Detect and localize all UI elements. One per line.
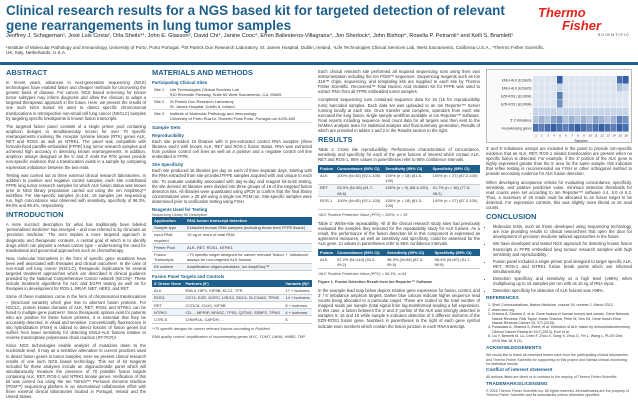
list-item: • Molecular tests, such as those developed using sequencing technology, are now providing results to clinical researchers that open the door for development of precision medicine tailored approaches in the future. — [493, 224, 632, 239]
heatmap-cell — [587, 92, 593, 100]
heatmap-cell — [611, 100, 617, 108]
heatmap-cell — [563, 92, 569, 100]
heatmap-cell — [539, 84, 545, 92]
discussion-p1: Each clinical research site performed all required sequencing runs using their own instrumentation including the Ion PGM™ sequencer. Sequencing reagents such as Ion 318™ chips, sequencing, and templating kits are supplied to each site by Thermo Fisher Scientific. Recovered™ Total Nucleic Acid Isolation Kit for FFPE was used to extract RNA from all FFPE embedded tumor samples. — [318, 69, 480, 95]
heatmap-cell — [575, 124, 581, 132]
results-p2: Table 2: Within-site repeatability: All of the clinical research study sites had previously evaluated the samples they selected for the repeatability study for ALK fusions. As a result, the performance of the fusion detection kit in this component is expressed as agreement measures, as well as sensitivity and specificity, could be assessed for the ALK gene. CI values in parentheses refer to 95% confidence intervals. — [318, 220, 480, 247]
heatmap-cell — [593, 100, 599, 108]
list-item: 4. Fukasawa A, Sharma S, Ebert, et al. Detection of ALK fusion by immunohistochemistry, Clinical Cancer Research 16:3 (2013), Ecel et al. — [492, 325, 632, 334]
heatmap-cell — [599, 100, 605, 108]
heatmap-cell — [611, 76, 617, 84]
table-cell: ROS-1 — [318, 197, 335, 209]
table-cell: ALK — [152, 287, 183, 294]
heatmap-cell — [611, 108, 617, 116]
fusion-targets-table — [152, 280, 312, 324]
table-row — [152, 86, 312, 98]
table-cell: 17 + isoforms — [283, 287, 312, 294]
heatmap-cell — [611, 124, 617, 132]
heatmap-cell — [533, 108, 539, 116]
references-heading: REFERENCES — [486, 296, 519, 302]
heatmap-cell — [617, 100, 623, 108]
heatmap-row-label: EML4-ALK (E13A20) — [501, 78, 532, 83]
table-row — [318, 197, 480, 209]
heatmap-cell — [575, 84, 581, 92]
table-cell: 97.2% (N=144) (93.0-99.2) — [335, 256, 385, 268]
heatmap-cell — [557, 124, 563, 132]
heatmap-cell — [587, 100, 593, 108]
figure1-caption: Figure 1. Fusion Detection Result from Ion Reporter™ Software — [318, 279, 433, 284]
heatmap-cell — [623, 76, 629, 84]
table-cell: RET — [152, 301, 183, 308]
heatmap-cell — [623, 84, 629, 92]
logo-line-3: SCIENTIFIC — [597, 32, 630, 37]
reproducibility-table — [318, 165, 480, 209]
heatmap-cell — [533, 124, 539, 132]
column-header: Sensitivity (95% CI) — [383, 165, 430, 172]
heatmap-cell — [545, 108, 551, 116]
table-row — [152, 251, 312, 263]
heatmap-row-label: ... — [528, 110, 532, 115]
table-cell: Extracted human RNA samples (including those from FFPE tissue) — [185, 225, 312, 232]
column-header: Partners (5') — [183, 280, 283, 287]
list-item: 5. Liu Y, Bennett M, Lu, Chen F, Zhou X, Song X, Zhou G, Fei L, Wang L, PLOS One, 2015 Mar 18; 5 (3). — [492, 334, 632, 343]
table-row — [318, 173, 480, 185]
heatmap-cell — [605, 108, 611, 116]
heatmap-cell — [557, 92, 563, 100]
table-cell: Amplification oligonucleotides, Ion AmpliSeq™ — [185, 263, 312, 270]
heatmap-cell — [617, 84, 623, 92]
heatmap-cell — [539, 76, 545, 84]
list-item: • Detection specificity and sensitivity at a high level (≥95%) when multiplexing up to 16 samples per run with as 10 ng of RNA input. — [493, 276, 632, 286]
heatmap-cell — [605, 124, 611, 132]
heatmap-col-label: 13 — [606, 133, 610, 138]
heatmap-svg — [487, 70, 633, 144]
heatmap-col-label: 3 — [547, 133, 549, 138]
list-item: • Detection specificity for detection of ALK fusions was >98%. — [493, 288, 632, 293]
abstract-heading: ABSTRACT — [6, 68, 48, 77]
list-item: • We have developed and tested NGS approach for detecting known fusion transcripts in FFPE embedded lung tumour research samples with high sensitivity and reproducibility. — [493, 241, 632, 256]
heatmap-cell — [593, 84, 599, 92]
list-item: 1. Shell Communications, Nature Medicine, volume 16, number 2, March 2013. — [492, 303, 632, 307]
table-cell: ALK — [318, 173, 335, 185]
heatmap-row-label: EML4-ALK (E20A20) — [501, 86, 532, 91]
heatmap-cell — [575, 108, 581, 116]
results-heading: RESULTS — [318, 135, 353, 145]
coi-heading: Conflict of interest statement — [486, 368, 553, 374]
table-cell: NTRK1 — [152, 309, 183, 316]
thermo-fisher-logo — [538, 5, 630, 37]
column-header: Fusion — [320, 166, 334, 172]
table-cell: 4 + isoforms — [283, 309, 312, 316]
site-number: Site 3 — [152, 110, 168, 122]
fusion-note-2: RNA quality control: amplification of housekeeping genes MYC, TOMT, LMNA, HMBS, TBP — [152, 334, 306, 339]
results-p3: In the example lead map below depicts relative gene expression for fusion, control, and 3' / 5' imbalance amplicon targets. Darker blue colours indicate higher sequence read counts being allocated to a particular target. These are scaled to the total number of mapped reads per sample (total signal from log-transformed reading a full expression. In this case, a fusion between the 3' and 3' portion of the ALK was strongly detected in samples 5, 15 and 16 while sample 5 indicates detection of 2 different isoforms of the EZR-ROS1 fusion gene. Numbers in parentheses to the right of each gene symbol indicate exon numbers which contain the fusion junction in each RNA transcript. — [318, 287, 480, 329]
heatmap-cell — [581, 116, 587, 124]
intro-p3: Some of these mutations come in the form of chromosomal translocations – (structural variants) which give rise to aberrant fusion proteins. For NSCLC, protein kinase domains of ALK, RET, ROS1 and NTRK1 can be fused to multiple gene partners³. Since therapeutic options exist for patients who are positive for these fusion proteins, it is essential that they be accurately detected, in visual and sensitive. Conventionally fluorescence in situ hybridization (FISH) is utilized to detect fusions of fusion genes but suffers from lower sensitivity for detecting EML4-ALK fusions relative to reverse transcriptase polymerase chain reaction (RT-PCR)⁴. — [6, 294, 146, 341]
heatmap-cell — [533, 76, 539, 84]
heatmap-cell — [581, 124, 587, 132]
affiliations: ¹Institute of Molecular Pathology and Immunology, University of Porto, Porto Portugal, ²³St Patrick Dun Research Laboratory, St. James Hospital, Dublin, Ireland, ⁴Life Technologies Clinical Services Lab, West Sacramento, California U.S.A., ¹Thermo Fisher Scientific, UK, Italy, Netherlands, U.S.A. — [6, 45, 545, 56]
heatmap-cell — [551, 108, 557, 116]
site-name: Institute of Molecular Pathology and Immunology — [169, 110, 257, 116]
table-header-row — [152, 280, 312, 287]
logo-line-2: Fisher — [562, 18, 602, 33]
table-cell: CD74, EZR, GOPC, LRIG3, SDC4, SLC34A2, TPM3 — [183, 294, 283, 301]
column-header: Sensitivity (95% CI) — [385, 249, 432, 256]
heatmap-cell — [605, 76, 611, 84]
heatmap-col-label: 9 — [583, 133, 585, 138]
heatmap-cell — [557, 84, 563, 92]
table-cell: Fusion Transcripts — [152, 251, 185, 263]
heatmap-cell — [581, 92, 587, 100]
heatmap-cell — [593, 92, 599, 100]
site-number: Site 2 — [152, 98, 168, 110]
heatmap-cell — [551, 124, 557, 132]
table-cell: Kit content — [152, 263, 185, 270]
table-cell: Primer Pool — [152, 244, 185, 251]
reproducibility-heading: Reproducibility — [152, 132, 184, 138]
heatmap-cell — [575, 116, 581, 124]
heatmap-cell — [599, 124, 605, 132]
table-row — [152, 98, 312, 110]
heatmap-cell — [623, 116, 629, 124]
heatmap-cell — [551, 76, 557, 84]
list-item: 3. Krishna A, Sharma S, et al. Gene fusions in human tumors and cancer; Gene Network, Nature Reviews, Rick Taylor, Karan Sharma, Peter M, Sen Gil, Gene fusion Elmo, Nature Reviews Cancer 15, 371 (2015). — [492, 312, 632, 325]
heatmap-col-label: 14 — [612, 133, 616, 138]
heatmap-cell — [557, 108, 563, 116]
site-number: Site 1 — [152, 86, 168, 98]
heatmap-cell — [605, 92, 611, 100]
table-row — [152, 316, 312, 323]
table-cell: Input RNA required — [152, 231, 185, 243]
site-address: 910 Riverside Parkway, Suite 60 West Sacramento, CA, 95605 — [169, 91, 282, 97]
table-row — [152, 287, 312, 294]
abstract-p3: Testing was carried out at three external clinical research laboratories. In addition to positive and negative control samples, each site contributed FFPE lung tumor research samples for which ALK fusion status was known prior to NGS library preparation carried out using the Ion AmpliSeq™ workflow. For site-specific samples (n=144, 16 samples per sequencing run, high concordance was observed with sensitivity, specificity of 96.3%, 99.0% and 98.4%, respectively. — [6, 172, 146, 209]
table-row — [152, 217, 312, 224]
heatmap-col-label: 12 — [600, 133, 604, 138]
table-cell: RNA fusion transcript detection — [185, 217, 312, 224]
heatmap-cell — [533, 116, 539, 124]
table-cell: CCDC6, CUX1, KIF5B — [183, 301, 283, 308]
table-cell: 96.3% (N=54) (87.3-99.5) — [385, 256, 432, 268]
table-cell: ALK — [318, 256, 335, 268]
heatmap-cell — [599, 116, 605, 124]
heatmap-cell — [593, 124, 599, 132]
table-cell: 100% (n = 18) (81.5-100) — [383, 197, 430, 209]
heatmap-cell — [605, 100, 611, 108]
table-cell: CD..., MPRIP, NFASC, TP53, Q2TM1, SSBP2, TPM3 — [183, 309, 283, 316]
heatmap-cell — [557, 116, 563, 124]
heatmap-col-label: 4 — [553, 133, 555, 138]
column-header: Specificity (95% CI) — [431, 165, 480, 172]
heatmap-col-label: 6 — [565, 133, 567, 138]
heatmap-col-label: 2 — [541, 133, 543, 138]
heatmap-cell — [557, 100, 563, 108]
heatmap-cell — [611, 116, 617, 124]
table-cell: 10 ng or more of total RNA — [185, 231, 312, 243]
conclusion-list — [486, 224, 632, 293]
heatmap-cell — [587, 84, 593, 92]
acknowledgements-text: We would like to thank all extended teams each from the participating clinical laboratories and Thermo Fisher Scientific for supporting on this project and Namsa clinical monitoring for statistical results. — [486, 353, 628, 366]
heatmap-cell — [539, 92, 545, 100]
sites-table — [152, 86, 312, 123]
heatmap-row-label: 5' 3' imbalance — [510, 118, 532, 123]
heatmap-cell — [599, 84, 605, 92]
heatmap-cell — [587, 76, 593, 84]
heatmap-cell — [581, 100, 587, 108]
table-cell: 100% (n = 9) (66.4-100) — [383, 184, 430, 196]
column-header: Concordance (95% CI) — [335, 249, 385, 256]
table1-note: *ALK Positive Predictive Value (PPV) = 100%, n = 18 — [318, 212, 408, 217]
coi-text: All authors listed are direct or in contract to the employ of Thermo Fisher Scientific. — [486, 375, 618, 380]
author-list: Jeoffrey J. Schageman¹, José Luis Costa², Orla Sheils³⁴, John E. Glasson⁵, David Chi⁴, Janine Cooc⁴, Efren Ballesteros-Villagrana⁴, Jon Sherlock⁴, John Bishop⁴, Rosella P. Petraroli⁴ and Kelli S. Bramlett¹ — [6, 33, 513, 39]
column-header: Specificity (95% CI) — [433, 249, 480, 256]
heatmap-cell — [551, 84, 557, 92]
table-row — [152, 309, 312, 316]
heatmap-cell — [581, 76, 587, 84]
heatmap-cell — [623, 124, 629, 132]
heatmap-cell — [533, 100, 539, 108]
heatmap-cell — [611, 92, 617, 100]
heatmap-cell — [533, 84, 539, 92]
table-row — [318, 256, 480, 268]
heatmap-cell — [617, 92, 623, 100]
heatmap-cell — [545, 84, 551, 92]
poster-header — [0, 0, 638, 62]
heatmap-cell — [569, 108, 575, 116]
list-item: • Fusion panel included a single primer pool designed to target specific ALK, RET, ROS-1 and NTRK1 fusion break points which are informed simultaneously. — [493, 259, 632, 274]
specificity-text: Each site produced 16 libraries per day on each of three separate days, starting with the RNA extracted from site-provided FFPE samples acquired with and unique to each site. To evaluate variability associated with day-to-day and reagent kit-to-kit testing, the site derived 48 libraries were divided into three groups of 16 of the targeted fusion detection kits. All libraries were quantitated using qPCR to confirm that the final library concentrations were ≥ 20 pM using a single Ion PGM run. Site-specific samples were determined prior to verification testing using FISH. — [152, 168, 312, 204]
table-row — [152, 110, 312, 122]
heatmap-cell — [569, 100, 575, 108]
column-3 — [318, 69, 480, 332]
heatmap-cell — [569, 84, 575, 92]
heatmap-cell — [545, 100, 551, 108]
heatmap-cell — [563, 108, 569, 116]
abstract-p1: In recent years, advances in next-generation sequencing (NGS) technologies have enabled faster and cheaper methods for uncovering the genetic basis of disease. For cancer, NGS based screening for known tumor subtypes may inform diagnosis and allow the clinician to adapt a targeted therapeutic approach in the future. Here, we present the results of one such NGS based kit used to detect specific chromosomal translocations in retrospective non-small cell lung cancer (NSCLC) samples by targeting specific breakpoints in known fusion transcripts. — [6, 80, 146, 121]
column-header: Fusion — [320, 250, 334, 256]
trademarks-heading: TRADEMARKS/LICENSING — [486, 381, 548, 387]
reagents-subheading: Sequencing Library Kit Description — [152, 213, 208, 218]
table-cell: 100% (N=45) (92.1-100) — [335, 173, 383, 185]
table-cell: Application — [152, 217, 185, 224]
column-4 — [486, 69, 632, 398]
heatmap-cell — [545, 92, 551, 100]
heatmap-cell — [599, 108, 605, 116]
fusion-heatmap — [486, 69, 632, 143]
heatmap-col-label: 7 — [571, 133, 573, 138]
heatmap-cell — [617, 124, 623, 132]
heatmap-x-axis-label: Samples — [574, 139, 588, 143]
column-header: Concordance (95% CI) — [335, 165, 383, 172]
heatmap-col-label: 11 — [594, 133, 598, 138]
acknowledgements-heading: ACKNOWLEDGEMENTS — [486, 346, 542, 351]
heatmap-cell — [617, 108, 623, 116]
table-cell: 14 + isoforms — [283, 294, 312, 301]
heatmap-cell — [545, 116, 551, 124]
table-row — [318, 184, 480, 196]
heatmap-cell — [623, 108, 629, 116]
fusion-targets-heading: Fusion Panel Targets and Controls — [152, 274, 225, 280]
introduction-heading: INTRODUCTION — [6, 210, 64, 220]
table-header-row — [318, 249, 480, 256]
results-right-p1: 3' and 5' imbalance assays are included in the panel to provide non-specific evidence that an ALK, RET, ROS-1 related translocation are present when no specific fusion is detected. For example, if the 3' portion of the ALK gene is highly expressed greater than the 5' area for the same sample, this indicates that reflex testing is recommended via FISH or other orthogonal method to provide secondary evidence for ALK fusion detection. — [486, 146, 632, 177]
header-divider — [0, 62, 638, 65]
table-cell: 93.3% (N=45) (81.7-98.6) — [335, 184, 383, 196]
reproducibility-text: Each site provided 15 libraries with 5 pre-extracted control RNA samples (three libraries each) with known ALK, RET and ROS-1 fusion status. RNA was extracted from positive control cell lines as well as a positive and a negative control cell line embedded in FFPE. — [152, 138, 312, 160]
heatmap-cell — [599, 92, 605, 100]
heatmap-cell — [599, 76, 605, 84]
site-name: St Patrick Dun Research Laboratory — [169, 98, 234, 104]
table-cell: ROS1 — [152, 294, 183, 301]
table-cell: 98.4% (N=87) (91.7-99.9) — [433, 256, 480, 268]
reagents-heading: Reagents Used for Testing — [152, 206, 208, 212]
results-right-p2: When developing acceptance criteria for evaluating concordance, specificity, sensitivity, and positive predictive value, minimum detection thresholds for read counts were set according to Ion Reporter™ software 4.4, 5.0 or 5.2. Thus, a maximum of 20 reads must be allocated to an fusion target to be detected. For expression controls, this was slightly more liberal at 15 read counts. — [486, 179, 632, 211]
heatmap-cell — [587, 124, 593, 132]
table-cell: CTRLS — [152, 316, 183, 323]
heatmap-col-label: 16 — [624, 133, 628, 138]
heatmap-cell — [587, 108, 593, 116]
heatmap-cell — [545, 76, 551, 84]
table2-note: *ALK Positive Predictive Value (PPV) = 96.3%, n=54 — [318, 271, 407, 276]
intro-p2: Now, molecular biomarkers in the form of specific gene mutations have been well associated with therapies and clinical outcomes¹. In the case of non-small cell lung cancer (NSCLC), therapeutic implications for several targeted treatment approaches which are described in clinical guidance provided by the National Comprehensive Cancer network (NCCN)². These include treatment algorithms for ALK and EGFR testing as well as for therapies in development for ROS-1, BRAF, MET, HER2, and RET. — [6, 255, 146, 292]
heatmap-cell — [563, 116, 569, 124]
table-cell: RET — [318, 184, 335, 196]
table-cell: EML4, HIP1, KIF5B, KLC1, TFR — [183, 287, 283, 294]
column-1 — [6, 69, 146, 402]
heatmap-cell — [551, 116, 557, 124]
heatmap-cell — [605, 116, 611, 124]
heatmap-cell — [551, 92, 557, 100]
table-header-row — [318, 165, 480, 172]
heatmap-cell — [605, 84, 611, 92]
heatmap-cell — [575, 92, 581, 100]
results-p1: Table 1: Cross site reproducibility: Performance characteristics of concordance, sensitivity and specificity for each of the gene fusions of interest which contain ALK, RET and ROS-1. 95% values in parentheses refer to 95% confidence intervals. — [318, 147, 480, 163]
site-name: Life Technologies Clinical Services Lab — [169, 86, 239, 92]
heatmap-cell — [539, 100, 545, 108]
references-list — [486, 303, 632, 343]
heatmap-cell — [533, 92, 539, 100]
table-cell: CHMP2A, GAPDH, ... — [183, 316, 283, 323]
sample-sets-heading: Sample Sets — [152, 125, 181, 131]
heatmap-cell — [539, 116, 545, 124]
heatmap-col-label: 15 — [618, 133, 622, 138]
column-header: Variants (N)* — [283, 280, 312, 287]
reagents-table — [152, 217, 312, 271]
table-row — [152, 244, 312, 251]
table-row — [152, 301, 312, 308]
table-cell: ALK, RET, ROS1, NTRK1 — [185, 244, 312, 251]
discussion-p2: Completed sequencing runs contained sequence data for 16 (15 for reproducibility runs) barcoded samples. Each data set was uploaded to an Ion Reporter™ Server running locally at each site. Once transfer was complete, operators from each site executed the lung fusion, single sample workflow available in Ion Reporter™ Software. Final reports including sequence read count data for all targets was then sent to the NAMSA analysis team for statistical analysis and final summary generation. Results of which are provided in tables 1 and 2 in the Results section to the right. — [318, 97, 480, 134]
logo-line-1: Thermo — [538, 5, 586, 20]
table-cell: 100% (n = 18) (81.5-100) — [383, 173, 430, 185]
conclusion-heading: CONCLUSION — [486, 212, 537, 222]
table-cell: 100% (n = 27) (87.2-100) — [431, 173, 480, 185]
table-cell: Sample type — [152, 225, 185, 232]
table-row — [152, 294, 312, 301]
heatmap-cell — [611, 84, 617, 92]
heatmap-cell — [569, 124, 575, 132]
table-row — [152, 231, 312, 243]
poster-title: Clinical research results for a NGS based kit for targeted detection of relevant gene rearrangements in lung tumor samples — [6, 3, 505, 33]
heatmap-cell — [569, 92, 575, 100]
heatmap-cell — [593, 76, 599, 84]
table-cell: >70 specific target designed for cancer relevant 'fusion' + 'imbalance' assays for non-targeted ALK fusions — [185, 251, 312, 263]
heatmap-cell — [581, 108, 587, 116]
heatmap-cell — [557, 76, 563, 84]
heatmap-cell — [623, 92, 629, 100]
heatmap-cell — [545, 124, 551, 132]
table-cell: 5 — [283, 316, 312, 323]
specificity-heading: Site Specificity — [152, 162, 184, 168]
heatmap-col-label: 8 — [577, 133, 579, 138]
trademarks-text: © 2016 Thermo Fisher Scientific Inc. All rights reserved. All trademarks are the property of Thermo Fisher Scientific and its subsidiaries unless otherwise specified. — [486, 388, 629, 398]
heatmap-row-label: EZR-ROS1 (E10R34) — [500, 94, 532, 99]
heatmap-cell — [539, 108, 545, 116]
abstract-p2: The targeted fusion panel consists of a single primer pool containing amplicon designs to simultaneously screen for over 70 specific rearrangements involving the receptor tyrosine kinase (RTK) genes ALK, RET and ROS1 as well as NTRK1. The panel was compatible with formalin-fixed paraffin-embedded (FFPE) lung tumor research samples and achieved high accuracy in detecting known rearrangements. In addition, amplicon assays designed at the 5' and 3' ends the RTK genes provide non-specific evidence that a translocation exists in a sample by comparing expression imbalance between the two ends. — [6, 123, 146, 170]
table-cell: 100% (N=45) (92.1-100) — [335, 197, 383, 209]
heatmap-cell — [617, 116, 623, 124]
heatmap-cell — [563, 124, 569, 132]
sites-heading: Participating Clinical Sites — [152, 80, 208, 85]
heatmap-cell — [593, 116, 599, 124]
heatmap-col-label: 5 — [559, 133, 561, 138]
intro-p1: A more succinct description for what has traditionally been labeled 'personalized medicine' has emerged – and now referred to by clinicians as 'precision medicine.' The term implies a more targeted approach in diagnostic and therapeutic contexts. A central goal of which is to identify drugs which can pinpoint a certain cancer type – underscoring the need for translational and genomical approaches such as chemotherapy. — [6, 222, 146, 253]
heatmap-cell — [563, 76, 569, 84]
heatmap-cell — [593, 108, 599, 116]
heatmap-cell — [581, 84, 587, 92]
heatmap-row-label: EZR-ROS1 (E10R34) — [500, 102, 532, 107]
heatmap-cell — [575, 76, 581, 84]
heatmap-cell — [569, 76, 575, 84]
column-header: 3' Driver Gene — [152, 280, 183, 287]
table-row — [152, 263, 312, 270]
methods-heading: MATERIALS AND METHODS — [152, 68, 253, 77]
heatmap-cell — [563, 84, 569, 92]
heatmap-cell — [563, 100, 569, 108]
table-cell: 8 + isoforms — [283, 301, 312, 308]
heatmap-cell — [575, 100, 581, 108]
column-2 — [152, 69, 312, 343]
heatmap-col-label: 1 — [535, 133, 537, 138]
heatmap-row-label: Housekeeping genes — [501, 126, 532, 131]
table-cell: 91.7% (n = 36) (77.5-98.2) — [431, 184, 480, 196]
heatmap-cell — [551, 100, 557, 108]
list-item: 2. www.nccn.org — [492, 308, 632, 312]
site-address: St. James Hospital, Dublin 8, Ireland — [169, 103, 235, 109]
table-row — [152, 225, 312, 232]
heatmap-cell — [569, 116, 575, 124]
heatmap-cell — [623, 100, 629, 108]
fusion-note: **75 specific designs for cancer relevant fusions according to PubMed — [152, 326, 270, 331]
heatmap-cell — [587, 116, 593, 124]
heatmap-col-label: 10 — [588, 133, 592, 138]
heatmap-cell — [539, 124, 545, 132]
intro-p4: Since NGS technologies enable analysis of mutations down to the nucleotide level, it may as a sensitive alternative to current practices used to detect fusion genes in tumor samples. Here we present clinical research results of one such NGS based technology. This set of kit reagents included for these analyses include an oligonucleotide panel which will simultaneously measure the presence of 70 possible fusion targets containing ALK, RET, ROS-1 and NTRK1 kinase genes. Verification of this kit was carried out using the Ion Torrent™ Personal Genome Machine (PGM™) sequencing platform in an international collaborative effort with three external clinical laboratories located in Portugal, Ireland and the United States. — [6, 343, 146, 400]
heatmap-cell — [617, 76, 623, 84]
site-address: University of Porto Rua Dr. Roberto Frias Porto, Portugal um 4200-465 — [169, 116, 296, 122]
table-cell: 100% (n = 27) (87.2-100) — [431, 197, 480, 209]
repeatability-table — [318, 249, 480, 268]
